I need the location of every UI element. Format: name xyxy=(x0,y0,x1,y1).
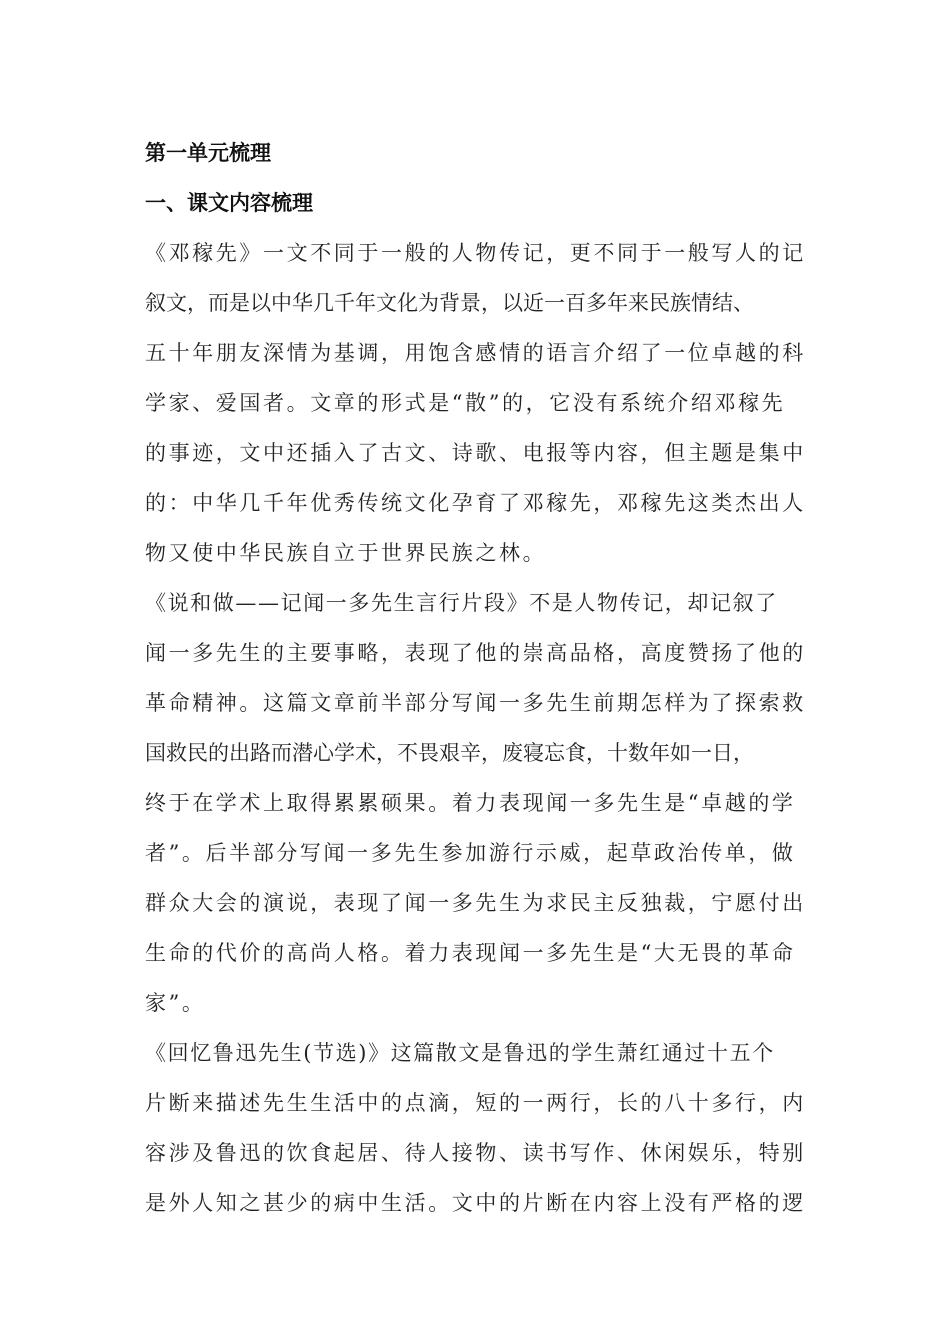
document-body xyxy=(145,128,845,1228)
paragraph-shuo-he-zuo xyxy=(145,578,845,1028)
paragraph-line: 终于在学术上取得累累硕果。着力表现闻一多先生是“卓越的学 xyxy=(145,791,796,815)
paragraph-line: 《说和做——记闻一多先生言行片段》不是人物传记，却记叙了 xyxy=(145,591,778,615)
paragraph-huiyi-luxun xyxy=(145,1028,845,1228)
section-heading: 一、课文内容梳理 xyxy=(145,191,313,215)
paragraph-line: 国救民的出路而潜心学术，不畏艰辛，废寝忘食，十数年如一日， xyxy=(145,741,754,765)
paragraph-line: 叙文，而是以中华几千年文化为背景，以近一百多年来民族情结、 xyxy=(145,291,754,315)
paragraph-dengjiaxian xyxy=(145,228,845,578)
paragraph-line: 闻一多先生的主要事略，表现了他的崇高品格，高度赞扬了他的 xyxy=(145,641,806,665)
paragraph-line: 的：中华几千年优秀传统文化孕育了邓稼先，邓稼先这类杰出人 xyxy=(145,491,806,515)
paragraph-line: 片断来描述先生生活中的点滴，短的一两行，长的八十多行，内 xyxy=(145,1091,806,1115)
paragraph-line: 《回忆鲁迅先生(节选)》这篇散文是鲁迅的学生萧红通过十五个 xyxy=(145,1041,775,1065)
paragraph-line: 五十年朋友深情为基调，用饱含感情的语言介绍了一位卓越的科 xyxy=(145,341,806,365)
paragraph-line: 学家、爱国者。文章的形式是“散”的，它没有系统介绍邓稼先 xyxy=(145,391,786,415)
paragraph-line: 生命的代价的高尚人格。着力表现闻一多先生是“大无畏的革命 xyxy=(145,941,796,965)
paragraph-line: 者”。后半部分写闻一多先生参加游行示威，起草政治传单，做 xyxy=(145,841,796,865)
document-title: 第一单元梳理 xyxy=(145,141,271,165)
paragraph-line: 的事迹，文中还插入了古文、诗歌、电报等内容，但主题是集中 xyxy=(145,441,806,465)
paragraph-line: 家”。 xyxy=(145,991,206,1015)
paragraph-line: 《邓稼先》一文不同于一般的人物传记，更不同于一般写人的记 xyxy=(145,241,806,265)
paragraph-line: 群众大会的演说，表现了闻一多先生为求民主反独裁，宁愿付出 xyxy=(145,891,806,915)
paragraph-line: 是外人知之甚少的病中生活。文中的片断在内容上没有严格的逻 xyxy=(145,1191,806,1215)
paragraph-line: 容涉及鲁迅的饮食起居、待人接物、读书写作、休闲娱乐，特别 xyxy=(145,1141,806,1165)
paragraph-line: 物又使中华民族自立于世界民族之林。 xyxy=(145,541,547,565)
paragraph-line: 革命精神。这篇文章前半部分写闻一多先生前期怎样为了探索救 xyxy=(145,691,806,715)
